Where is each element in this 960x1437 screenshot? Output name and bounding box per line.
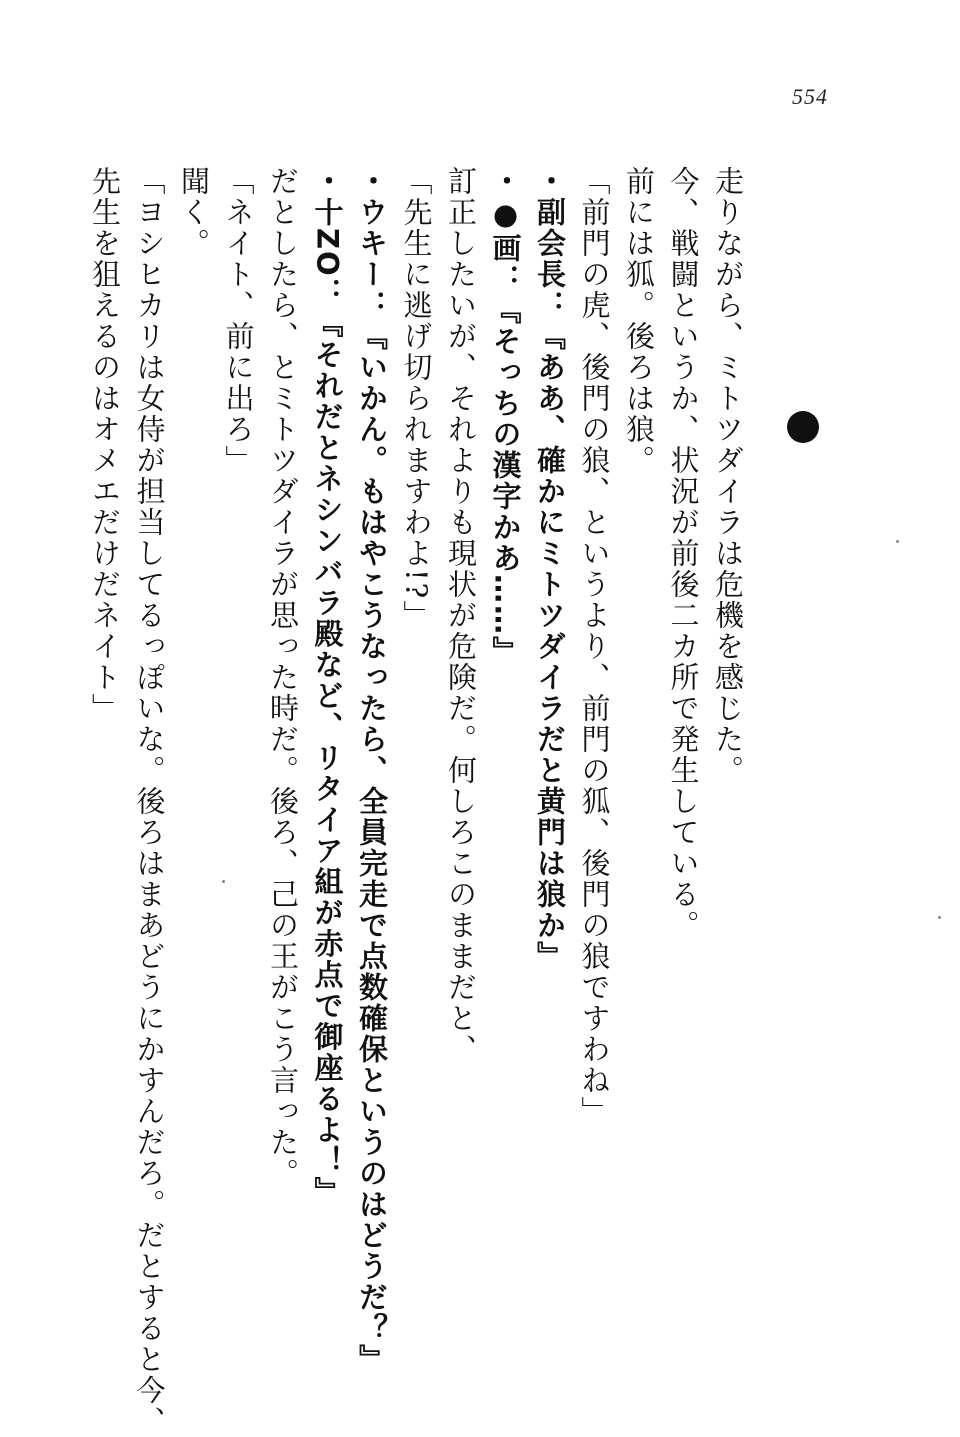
text-line: 「ヨシヒカリは女侍が担当してるっぽいな。後ろはまあどうにかすんだろ。だとすると今、 bbox=[132, 166, 167, 1437]
chat-line: ・●画：『そっちの漢字かあ……』 bbox=[488, 166, 523, 667]
text-line: 「先生に逃げ切られますわよ!?」 bbox=[399, 166, 434, 632]
text-line: だとしたら、とミトツダイラが思った時だ。後ろ、己の王がこう言った。 bbox=[266, 166, 300, 1189]
chat-line: ・十ZO：『それだとネシンバラ殿など、リタイア組が赤点で御座るよ！』 bbox=[310, 166, 345, 1208]
text-line: 「ネイト、前に出ろ」 bbox=[221, 166, 256, 476]
text-line: 前には狐。後ろは狼。 bbox=[622, 166, 656, 476]
chat-line: ・副会長：『ああ、確かにミトツダイラだと黄門は狼か』 bbox=[533, 166, 567, 972]
vertical-text-body bbox=[88, 166, 750, 1437]
page-number: 554 bbox=[792, 84, 828, 109]
text-line: 「前門の虎、後門の狼、というより、前門の狐、後門の狼ですわね」 bbox=[577, 166, 612, 1127]
text-line: 聞く。 bbox=[177, 166, 211, 259]
section-marker-dot bbox=[787, 411, 819, 443]
scan-speck bbox=[938, 916, 941, 919]
text-line: 今、戦闘というか、状況が前後二カ所で発生している。 bbox=[666, 166, 701, 941]
text-line: 訂正したいが、それよりも現状が危険だ。何しろこのままだと、 bbox=[444, 166, 478, 1065]
chat-line: ・ウキー：『いかん。もはやこうなったら、全員完走で点数確保というのはどうだ？』 bbox=[355, 166, 389, 1375]
text-line: 走りながら、ミトツダイラは危機を感じた。 bbox=[711, 166, 745, 786]
scan-speck bbox=[222, 880, 225, 883]
text-line: 先生を狙えるのはオメエだけだネイト」 bbox=[88, 166, 122, 724]
scan-speck bbox=[896, 540, 899, 543]
